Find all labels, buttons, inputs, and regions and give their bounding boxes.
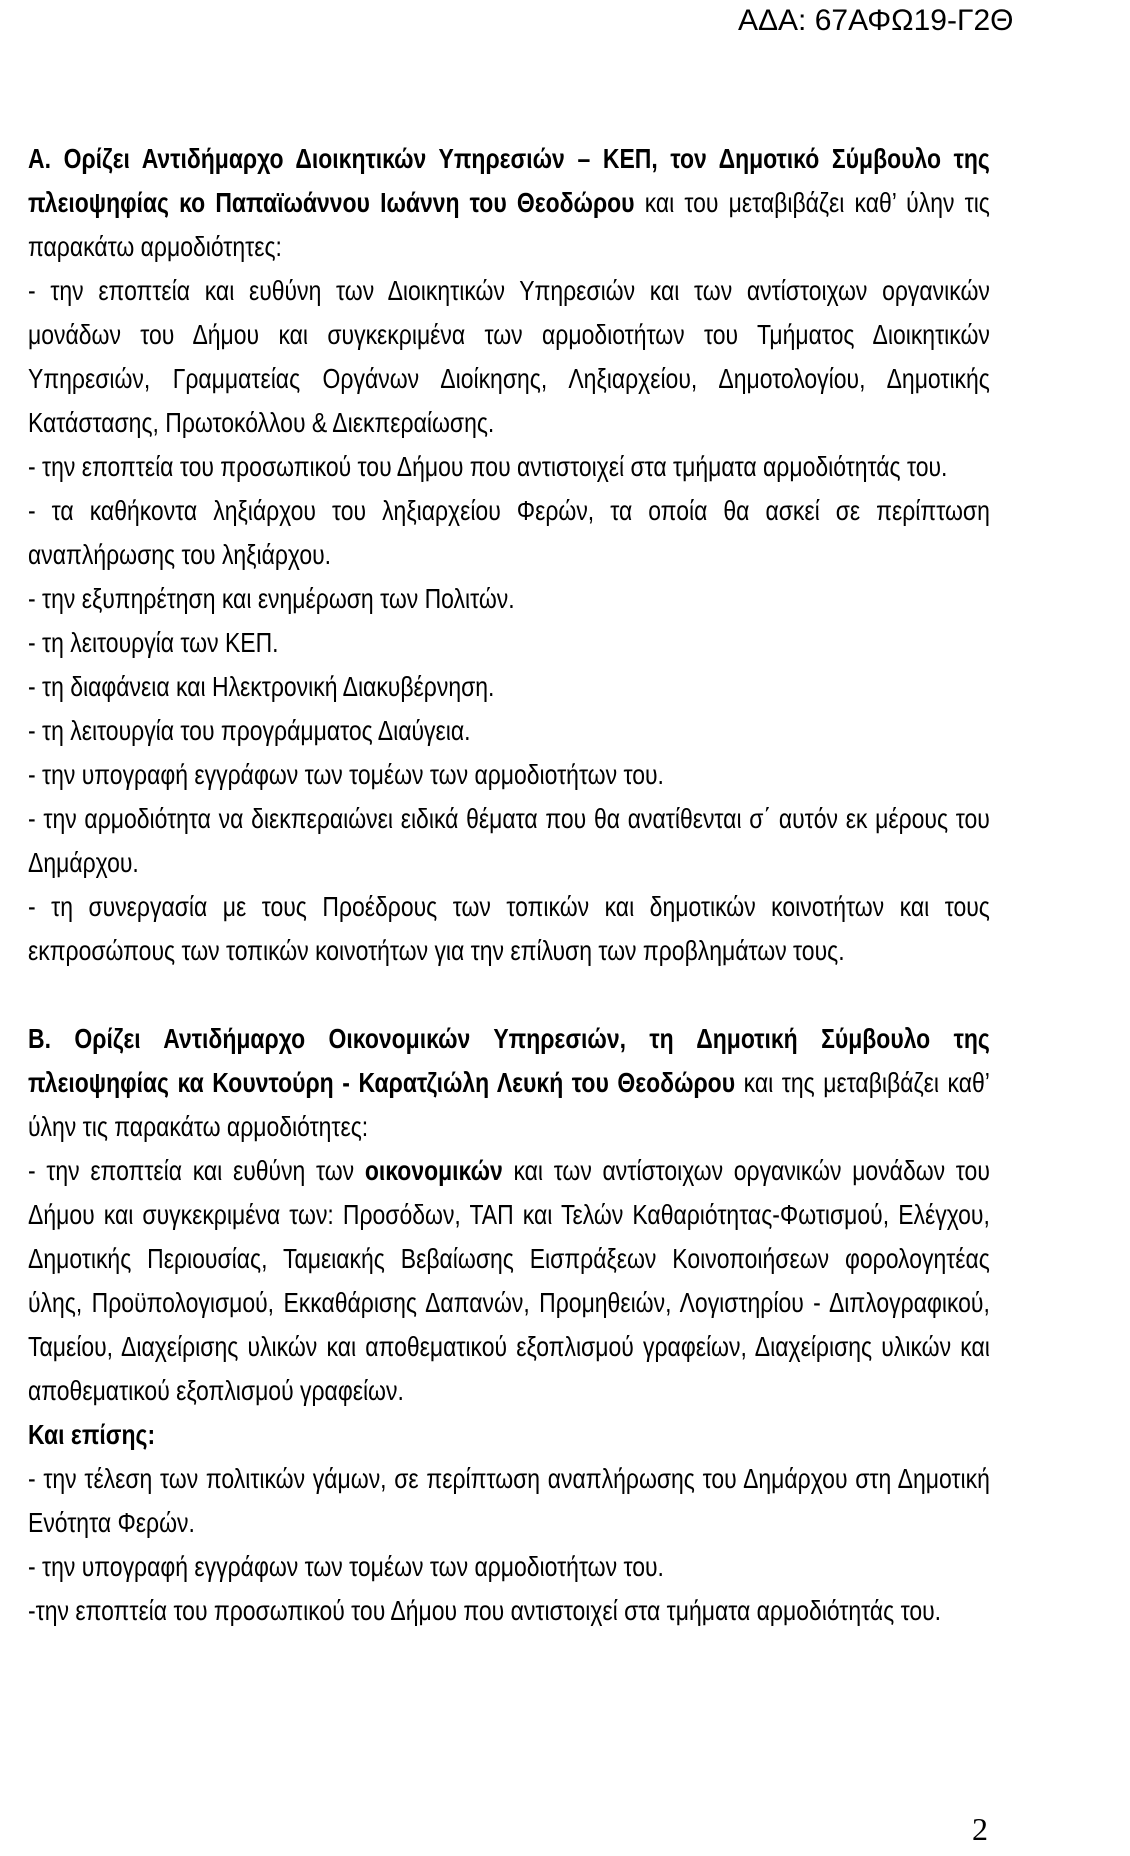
section-a-intro-bold: Α. Ορίζει Αντιδήμαρχο Διοικητικών Υπηρεσιών – ΚΕΠ, τον Δημοτικό Σύμβουλο της πλειοψηφίας κο Παπαϊωάννου Ιωάννη του Θεοδώρου (28, 143, 990, 218)
bullet-economics-pre: - την εποπτεία και ευθύνη των (28, 1155, 355, 1186)
bullet-item: - τη συνεργασία με τους Προέδρους των τοπικών και δημοτικών κοινοτήτων και τους εκπροσώπους των τοπικών κοινοτήτων για την επίλυση των προβλημάτων τους. (28, 891, 990, 966)
bullet-item: - τα καθήκοντα ληξιάρχου του ληξιαρχείου Φερών, τα οποία θα ασκεί σε περίπτωση αναπλήρωσης του ληξιάρχου. (28, 495, 990, 570)
bullet-item: - την υπογραφή εγγράφων των τομέων των αρμοδιοτήτων του. (28, 1551, 664, 1582)
bullet-item: - την τέλεση των πολιτικών γάμων, σε περίπτωση αναπλήρωσης του Δημάρχου στη Δημοτική Ενότητα Φερών. (28, 1463, 990, 1538)
bullet-item-economics (28, 1149, 990, 1413)
section-a-intro (28, 137, 990, 269)
document-body (28, 137, 990, 1633)
page-number: 2 (972, 1811, 988, 1847)
bullet-item: - την υπογραφή εγγράφων των τομέων των αρμοδιοτήτων του. (28, 759, 664, 790)
section-b-intro-rest: και της μεταβιβάζει καθ’ ύλην τις παρακάτω αρμοδιότητες: (28, 1067, 990, 1142)
ada-reference: ΑΔΑ: 67ΑΦΩ19-Γ2Θ (738, 4, 1014, 37)
bullet-economics-bold: οικονομικών (364, 1155, 503, 1186)
bullet-item: - την εξυπηρέτηση και ενημέρωση των Πολιτών. (28, 583, 515, 614)
section-b-intro (28, 1017, 990, 1149)
bullet-item: - την εποπτεία και ευθύνη των Διοικητικών Υπηρεσιών και των αντίστοιχων οργανικών μονάδων του Δήμου και συγκεκριμένα των αρμοδιοτήτων του Τμήματος Διοικητικών Υπηρεσιών, Γραμματείας Οργάνων Διοίκησης, Ληξιαρχείου, Δημοτολογίου, Δημοτικής Κατάστασης, Πρωτοκόλλου & Διεκπεραίωσης. (28, 275, 990, 438)
also-heading: Και επίσης: (28, 1419, 156, 1450)
bullet-item: - τη λειτουργία του προγράμματος Διαύγεια. (28, 715, 471, 746)
bullet-item: - τη διαφάνεια και Ηλεκτρονική Διακυβέρνηση. (28, 671, 495, 702)
section-b-intro-bold: Β. Ορίζει Αντιδήμαρχο Οικονομικών Υπηρεσιών, τη Δημοτική Σύμβουλο της πλειοψηφίας κα Κουντούρη - Καρατζιώλη Λευκή του Θεοδώρου (28, 1023, 990, 1098)
bullet-item: -την εποπτεία του προσωπικού του Δήμου που αντιστοιχεί στα τμήματα αρμοδιότητάς του. (28, 1595, 942, 1626)
section-a-intro-rest: και του μεταβιβάζει καθ’ ύλην τις παρακάτω αρμοδιότητες: (28, 187, 990, 262)
bullet-item: - την αρμοδιότητα να διεκπεραιώνει ειδικά θέματα που θα ανατίθενται σ΄ αυτόν εκ μέρους του Δημάρχου. (28, 803, 990, 878)
bullet-item: - τη λειτουργία των ΚΕΠ. (28, 627, 279, 658)
bullet-item: - την εποπτεία του προσωπικού του Δήμου που αντιστοιχεί στα τμήματα αρμοδιότητάς του. (28, 451, 948, 482)
bullet-economics-post: και των αντίστοιχων οργανικών μονάδων του Δήμου και συγκεκριμένα των: Προσόδων, ΤΑΠ και Τελών Καθαριότητας-Φωτισμού, Ελέγχου, Δημοτικής Περιουσίας, Ταμειακής Βεβαίωσης Εισπράξεων Κοινοποιήσεων φορολογητέας ύλης, Προϋπολογισμού, Εκκαθάρισης Δαπανών, Προμηθειών, Λογιστηρίου - Διπλογραφικού, Ταμείου, Διαχείρισης υλικών και αποθεματικού εξοπλισμού γραφείων, Διαχείρισης υλικών και αποθεματικού εξοπλισμού γραφείων. (28, 1155, 990, 1406)
